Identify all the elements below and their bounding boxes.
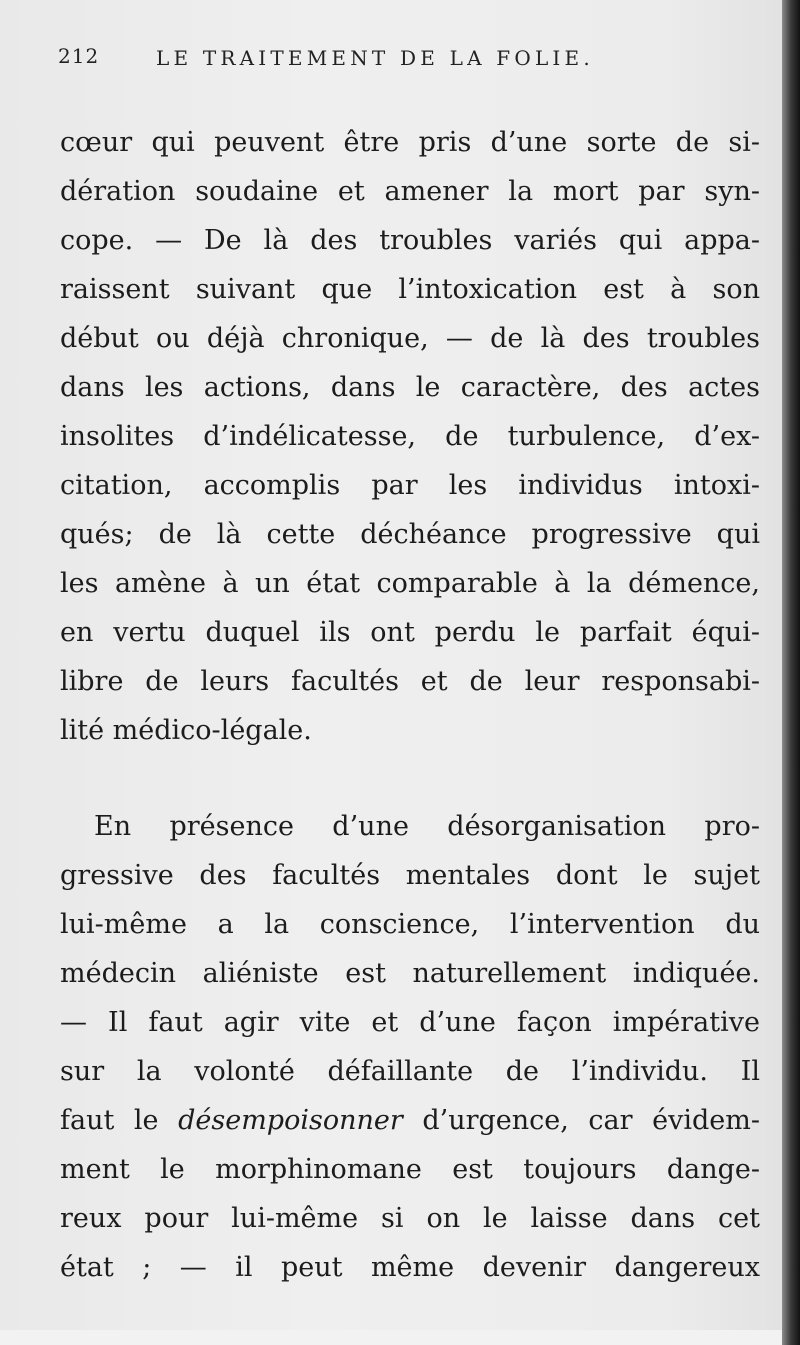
text-line: dération soudaine et amener la mort par syn-	[60, 176, 760, 207]
text-line: sur la volonté défaillante de l’individu. Il	[60, 1056, 760, 1087]
italic-word: désempoisonner	[178, 1105, 403, 1136]
page-header	[58, 44, 718, 74]
text-line: citation, accomplis par les individus intoxi-	[60, 470, 760, 501]
text-line: gressive des facultés mentales dont le sujet	[60, 860, 760, 891]
text-line: cœur qui peuvent être pris d’une sorte de si-	[60, 127, 760, 158]
text-line: cope. — De là des troubles variés qui appa-	[60, 225, 760, 256]
text-line: les amène à un état comparable à la démence,	[60, 568, 760, 599]
text-line: ment le morphinomane est toujours dange-	[60, 1154, 760, 1185]
page-bottom-margin	[0, 1330, 800, 1345]
text-line-with-italic	[60, 1096, 760, 1145]
page-number: 212	[58, 44, 100, 68]
text-line: — Il faut agir vite et d’une façon impérative	[60, 1007, 760, 1038]
text-fragment: d’urgence, car évidem-	[402, 1105, 760, 1136]
text-line: En présence d’une désorganisation pro-	[94, 811, 760, 842]
text-line: médecin aliéniste est naturellement indiquée.	[60, 958, 760, 989]
text-line: début ou déjà chronique, — de là des troubles	[60, 323, 760, 354]
paragraph-gap	[60, 755, 760, 802]
text-line: qués; de là cette déchéance progressive qui	[60, 519, 760, 550]
text-line: lité médico-légale.	[60, 715, 312, 746]
text-line: libre de leurs facultés et de leur responsabi-	[60, 666, 760, 697]
text-fragment: faut le	[60, 1105, 179, 1136]
text-line: en vertu duquel ils ont perdu le parfait équi-	[60, 617, 760, 648]
running-title: LE TRAITEMENT DE LA FOLIE.	[156, 46, 594, 70]
text-line: lui-même a la conscience, l’intervention du	[60, 909, 760, 940]
text-line: état ; — il peut même devenir dangereux	[60, 1252, 760, 1283]
text-line: dans les actions, dans le caractère, des actes	[60, 372, 760, 403]
text-line: raissent suivant que l’intoxication est à son	[60, 274, 760, 305]
text-line: reux pour lui-même si on le laisse dans cet	[60, 1203, 760, 1234]
page-edge-shadow	[782, 0, 800, 1345]
body-text	[60, 118, 760, 1292]
text-line: insolites d’indélicatesse, de turbulence, d’ex-	[60, 421, 760, 452]
